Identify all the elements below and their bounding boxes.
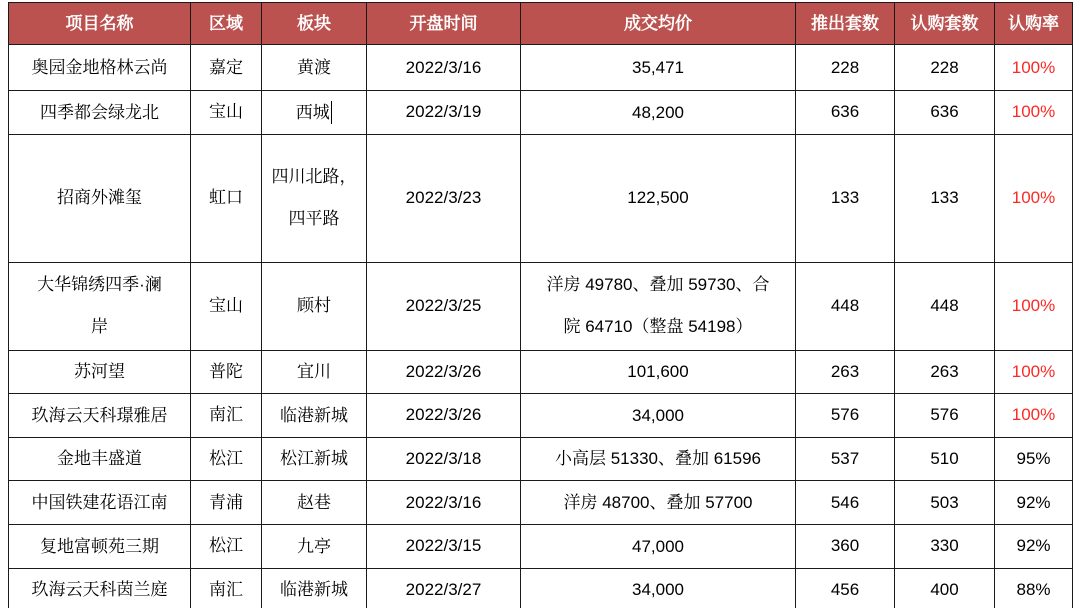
cell-units-subscribed[interactable]: 510 [895,437,995,481]
cell-avg-price[interactable] [521,350,796,394]
cell-units-launched[interactable]: 228 [796,45,895,91]
cell-units-subscribed[interactable]: 400 [895,568,995,608]
cell-subscription-rate[interactable]: 100% [995,350,1073,394]
sector-text: 临港新城 [280,580,348,600]
cell-project-name[interactable] [9,437,191,481]
project-name-text: 奥园金地格林云尚 [31,57,168,77]
cell-subscription-rate[interactable]: 92% [995,525,1073,569]
table-row [9,45,1073,91]
avg-price-text: 101,600 [627,362,689,382]
cell-units-launched[interactable]: 263 [796,350,895,394]
sector-text: 临港新城 [280,405,348,425]
cell-open-date[interactable]: 2022/3/27 [367,568,521,608]
sector-text: 赵巷 [297,492,331,512]
cell-project-name[interactable] [9,262,191,350]
text-cursor [331,101,333,124]
cell-open-date[interactable]: 2022/3/15 [367,525,521,569]
cell-open-date[interactable]: 2022/3/18 [367,437,521,481]
header-units-subscribed[interactable]: 认购套数 [895,3,995,45]
cell-district[interactable]: 嘉定 [191,45,262,91]
cell-open-date[interactable]: 2022/3/23 [367,134,521,262]
cell-district[interactable]: 宝山 [191,91,262,135]
project-name-text: 玖海云天科茵兰庭 [31,580,168,600]
cell-units-subscribed[interactable]: 263 [895,350,995,394]
cell-avg-price[interactable] [521,262,796,350]
cell-district[interactable]: 青浦 [191,481,262,525]
avg-price-text: 小高层 51330、叠加 61596 [555,449,761,469]
cell-project-name[interactable] [9,91,191,135]
cell-project-name[interactable] [9,45,191,91]
cell-district[interactable]: 松江 [191,525,262,569]
cell-sector[interactable] [262,350,367,394]
cell-sector[interactable] [262,437,367,481]
cell-sector[interactable] [262,394,367,438]
cell-sector[interactable] [262,45,367,91]
cell-project-name[interactable] [9,350,191,394]
cell-open-date[interactable]: 2022/3/26 [367,394,521,438]
cell-sector[interactable] [262,134,367,262]
cell-open-date[interactable]: 2022/3/16 [367,481,521,525]
cell-units-launched[interactable]: 133 [796,134,895,262]
avg-price-text: 洋房 49780、叠加 59730、合院 64710（整盘 54198） [546,275,770,337]
cell-district[interactable]: 南汇 [191,568,262,608]
cell-project-name[interactable] [9,481,191,525]
avg-price-text: 35,471 [632,57,684,77]
cell-subscription-rate[interactable]: 100% [995,91,1073,135]
cell-units-launched[interactable]: 537 [796,437,895,481]
project-name-text: 复地富顿苑三期 [40,536,159,556]
table-row [9,568,1073,608]
cell-units-subscribed[interactable]: 330 [895,525,995,569]
header-project-name[interactable]: 项目名称 [9,3,191,45]
project-name-text: 玖海云天科璟雅居 [31,405,168,425]
cell-project-name[interactable] [9,394,191,438]
table-row [9,525,1073,569]
cell-project-name[interactable] [9,525,191,569]
header-row [9,3,1073,45]
cell-subscription-rate[interactable]: 100% [995,262,1073,350]
avg-price-text: 48,200 [632,102,684,122]
project-name-text: 中国铁建花语江南 [31,492,168,512]
project-name-text: 大华锦绣四季·澜岸 [37,275,162,337]
cell-district[interactable]: 普陀 [191,350,262,394]
project-name-text: 招商外滩玺 [57,188,142,208]
cell-units-launched[interactable]: 546 [796,481,895,525]
sector-text: 九亭 [297,536,331,556]
cell-avg-price[interactable] [521,134,796,262]
cell-avg-price[interactable] [521,568,796,608]
cell-units-launched[interactable]: 456 [796,568,895,608]
header-sector[interactable]: 板块 [262,3,367,45]
cell-units-subscribed[interactable]: 636 [895,91,995,135]
header-open-date[interactable]: 开盘时间 [367,3,521,45]
table-row [9,350,1073,394]
new-home-sales-table [8,2,1073,608]
cell-units-subscribed[interactable]: 576 [895,394,995,438]
cell-units-launched[interactable]: 448 [796,262,895,350]
cell-open-date[interactable]: 2022/3/25 [367,262,521,350]
cell-project-name[interactable] [9,568,191,608]
cell-subscription-rate[interactable]: 88% [995,568,1073,608]
sector-text: 顾村 [297,296,331,316]
avg-price-text: 47,000 [632,536,684,556]
avg-price-text: 122,500 [627,188,689,208]
project-name-text: 金地丰盛道 [57,449,142,469]
cell-subscription-rate[interactable]: 100% [995,134,1073,262]
project-name-text: 四季都会绿龙北 [40,102,159,122]
sector-text: 四川北路，四平路 [271,167,357,229]
cell-avg-price[interactable] [521,525,796,569]
cell-units-launched[interactable]: 636 [796,91,895,135]
cell-sector[interactable] [262,568,367,608]
table-row [9,262,1073,350]
table-row [9,481,1073,525]
header-avg-price[interactable]: 成交均价 [521,3,796,45]
cell-avg-price[interactable] [521,437,796,481]
header-units-launched[interactable]: 推出套数 [796,3,895,45]
cell-sector[interactable] [262,91,367,135]
cell-sector[interactable] [262,481,367,525]
cell-sector[interactable] [262,262,367,350]
cell-units-subscribed[interactable]: 133 [895,134,995,262]
header-district[interactable]: 区域 [191,3,262,45]
header-subscription-rate[interactable]: 认购率 [995,3,1073,45]
cell-units-subscribed[interactable]: 503 [895,481,995,525]
sector-text: 西城 [295,102,330,122]
table-header [9,3,1073,45]
avg-price-text: 34,000 [632,580,684,600]
cell-subscription-rate[interactable]: 100% [995,45,1073,91]
cell-project-name[interactable] [9,134,191,262]
cell-avg-price[interactable] [521,394,796,438]
cell-district[interactable]: 宝山 [191,262,262,350]
table-row [9,134,1073,262]
project-name-text: 苏河望 [74,362,125,382]
sector-text: 黄渡 [297,57,331,77]
cell-units-launched[interactable]: 576 [796,394,895,438]
cell-district[interactable]: 南汇 [191,394,262,438]
table-row [9,437,1073,481]
cell-district[interactable]: 松江 [191,437,262,481]
avg-price-text: 34,000 [632,405,684,425]
cell-subscription-rate[interactable]: 95% [995,437,1073,481]
cell-units-subscribed[interactable]: 228 [895,45,995,91]
sector-text: 松江新城 [280,449,348,469]
table-row [9,91,1073,135]
table-body [9,45,1073,608]
cell-units-launched[interactable]: 360 [796,525,895,569]
cell-open-date[interactable]: 2022/3/19 [367,91,521,135]
cell-district[interactable]: 虹口 [191,134,262,262]
sector-text: 宜川 [297,362,331,382]
cell-open-date[interactable]: 2022/3/26 [367,350,521,394]
cell-avg-price[interactable] [521,91,796,135]
cell-subscription-rate[interactable]: 92% [995,481,1073,525]
avg-price-text: 洋房 48700、叠加 57700 [563,492,753,512]
cell-units-subscribed[interactable]: 448 [895,262,995,350]
table-row [9,394,1073,438]
cell-open-date[interactable]: 2022/3/16 [367,45,521,91]
cell-avg-price[interactable] [521,481,796,525]
cell-avg-price[interactable] [521,45,796,91]
cell-subscription-rate[interactable]: 100% [995,394,1073,438]
cell-sector[interactable] [262,525,367,569]
